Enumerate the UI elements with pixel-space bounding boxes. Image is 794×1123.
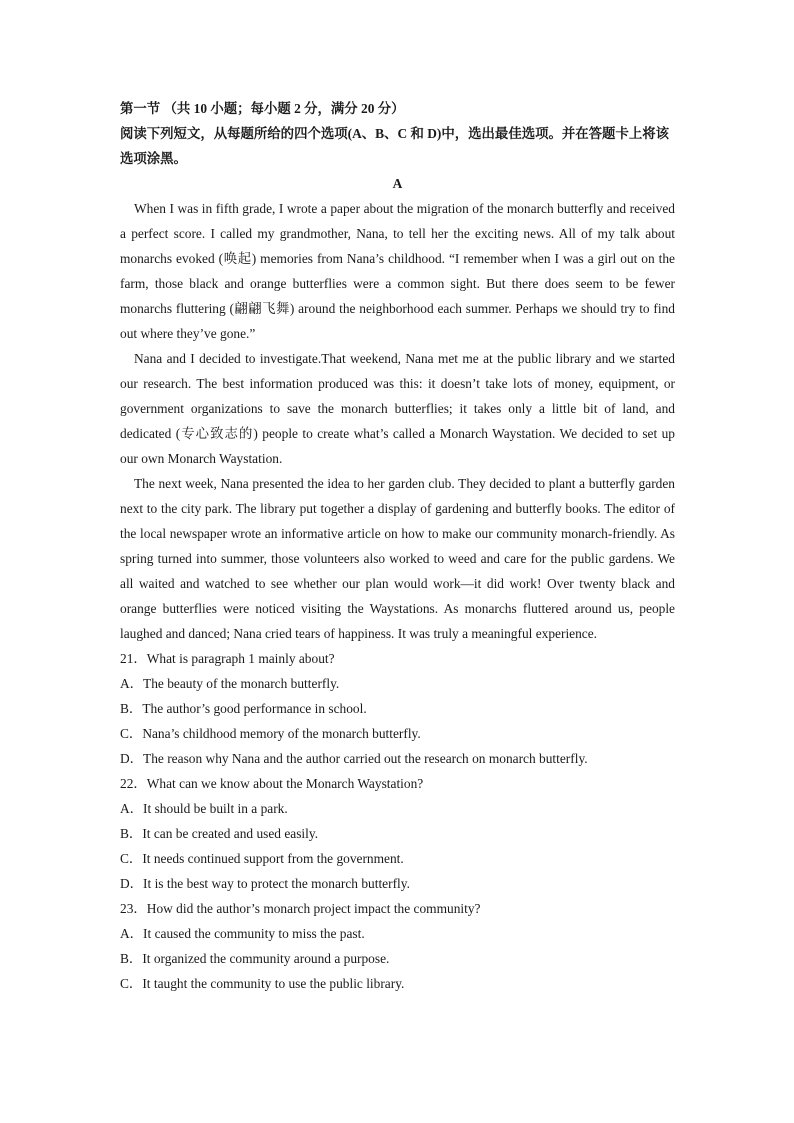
- option-d: D．The reason why Nana and the author carried out the research on monarch butterfly.: [120, 751, 588, 766]
- option-a: A．The beauty of the monarch butterfly.: [120, 676, 340, 691]
- question-22: [120, 771, 675, 896]
- passage-paragraph-1: When I was in fifth grade, I wrote a paper about the migration of the monarch butterfly and received a perfect score. I called my grandmother, Nana, to tell her the exciting news. All of my talk about monarchs evoked (唤起) memories from Nana’s childhood. “I remember when I was a girl out on the farm, those black and orange butterflies were a common sight. But there does seem to be fewer monarchs fluttering (翩翩飞舞) around the neighborhood each summer. Perhaps we should try to find out where they’ve gone.”: [120, 201, 675, 341]
- option-c: C．It needs continued support from the government.: [120, 851, 404, 866]
- option-b: B．The author’s good performance in school.: [120, 701, 367, 716]
- option-a: A．It should be built in a park.: [120, 801, 288, 816]
- option-b: B．It organized the community around a purpose.: [120, 951, 390, 966]
- option-a: A．It caused the community to miss the past.: [120, 926, 365, 941]
- passage-title: A: [392, 176, 403, 191]
- question-21: [120, 646, 675, 771]
- question-stem: 22．What can we know about the Monarch Waystation?: [120, 776, 424, 791]
- section-heading: 第一节 （共 10 小题；每小题 2 分，满分 20 分）: [120, 101, 405, 116]
- option-c: C．Nana’s childhood memory of the monarch butterfly.: [120, 726, 421, 741]
- option-b: B．It can be created and used easily.: [120, 826, 319, 841]
- question-23: [120, 896, 675, 996]
- option-d: D．It is the best way to protect the monarch butterfly.: [120, 876, 410, 891]
- question-stem: 21．What is paragraph 1 mainly about?: [120, 651, 335, 666]
- exam-page: [120, 96, 675, 996]
- passage-paragraph-2: Nana and I decided to investigate.That weekend, Nana met me at the public library and we started our research. The best information produced was this: it doesn’t take lots of money, equipment, or government organizations to save the monarch butterflies; it takes only a little bit of land, and dedicated (专心致志的) people to create what’s called a Monarch Waystation. We decided to set up our own Monarch Waystation.: [120, 351, 675, 466]
- option-c: C．It taught the community to use the public library.: [120, 976, 405, 991]
- question-stem: 23．How did the author’s monarch project impact the community?: [120, 901, 481, 916]
- instruction-text: 阅读下列短文，从每题所给的四个选项(A、B、C 和 D)中，选出最佳选项。并在答题卡上将该选项涂黑。: [120, 126, 670, 166]
- passage-paragraph-3: The next week, Nana presented the idea to her garden club. They decided to plant a butterfly garden next to the city park. The library put together a display of gardening and butterfly books. The editor of the local newspaper wrote an informative article on how to make our community monarch-friendly. As spring turned into summer, those volunteers also worked to weed and care for the public gardens. We all waited and watched to see whether our plan would work—it did work! Over twenty black and orange butterflies were noticed visiting the Waystations. As monarchs fluttered around us, people laughed and danced; Nana cried tears of happiness. It was truly a meaningful experience.: [120, 476, 675, 641]
